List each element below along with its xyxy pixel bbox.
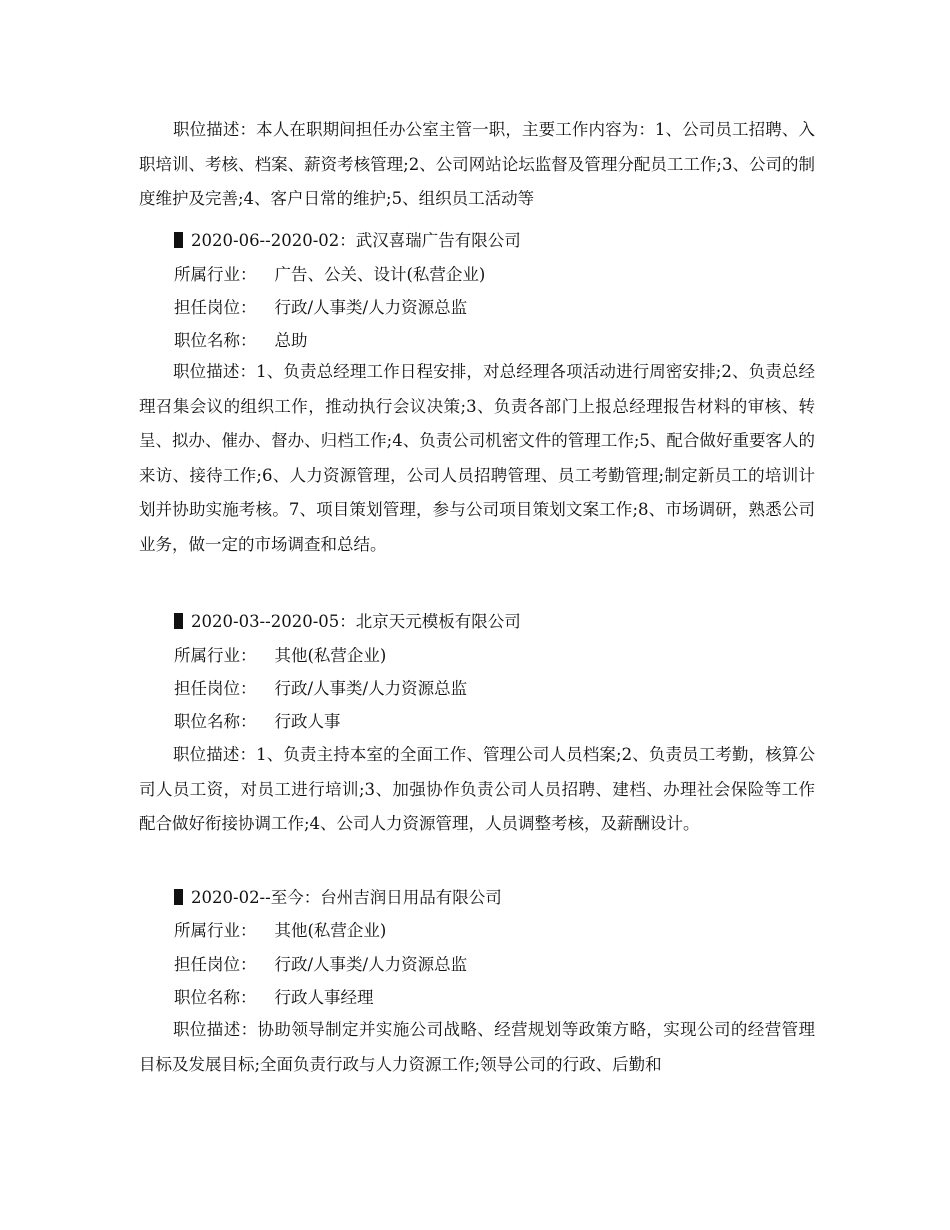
title-label: 职位名称：: [174, 331, 257, 350]
industry-value: 广告、公关、设计(私营企业): [274, 265, 486, 284]
job-heading-text: 2020-06--2020-02：武汉喜瑞广告有限公司: [191, 231, 521, 250]
bullet-marker-icon: [174, 889, 183, 905]
job-heading-text: 2020-02--至今：台州吉润日用品有限公司: [191, 888, 502, 907]
post-row: [174, 948, 467, 983]
post-label: 担任岗位：: [174, 298, 257, 317]
industry-row: [174, 914, 386, 949]
post-label: 担任岗位：: [174, 955, 257, 974]
industry-label: 所属行业：: [174, 921, 257, 940]
title-label: 职位名称：: [174, 988, 257, 1007]
bullet-marker-icon: [174, 613, 183, 629]
industry-label: 所属行业：: [174, 646, 257, 665]
title-label: 职位名称：: [174, 712, 257, 731]
job-description: 职位描述：1、负责主持本室的全面工作、管理公司人员档案;2、负责员工考勤，核算公司人员工资，对员工进行培训;3、加强协作负责公司人员招聘、建档、办理社会保险等工作配合做好衔接协调工作;4、公司人力资源管理，人员调整考核，及薪酬设计。: [139, 745, 815, 833]
title-value: 总助: [274, 331, 308, 350]
title-row: [174, 981, 374, 1016]
bullet-marker-icon: [174, 232, 183, 248]
job-description: 职位描述：本人在职期间担任办公室主管一职，主要工作内容为：1、公司员工招聘、入职培训、考核、档案、薪资考核管理;2、公司网站论坛监督及管理分配员工工作;3、公司的制度维护及完善;4、客户日常的维护;5、组织员工活动等: [139, 120, 815, 208]
post-row: [174, 291, 467, 326]
job-heading: [174, 224, 521, 259]
post-value: 行政/人事类/人力资源总监: [274, 298, 468, 317]
post-value: 行政/人事类/人力资源总监: [274, 955, 468, 974]
post-value: 行政/人事类/人力资源总监: [274, 679, 468, 698]
job-description: 职位描述：协助领导制定并实施公司战略、经营规划等政策方略，实现公司的经营管理目标及发展目标;全面负责行政与人力资源工作;领导公司的行政、后勤和: [139, 1020, 815, 1074]
job-heading: [174, 605, 521, 640]
industry-label: 所属行业：: [174, 265, 257, 284]
job-description: 职位描述：1、负责总经理工作日程安排，对总经理各项活动进行周密安排;2、负责总经理召集会议的组织工作，推动执行会议决策;3、负责各部门上报总经理报告材料的审核、转呈、拟办、催办、督办、归档工作;4、负责公司机密文件的管理工作;5、配合做好重要客人的来访、接待工作;6、人力资源管理，公司人员招聘管理、员工考勤管理;制定新员工的培训计划并协助实施考核。7、项目策划管理，参与公司项目策划文案工作;8、市场调研，熟悉公司业务，做一定的市场调查和总结。: [139, 362, 815, 554]
industry-row: [174, 639, 386, 674]
industry-row: [174, 258, 485, 293]
post-label: 担任岗位：: [174, 679, 257, 698]
title-row: [174, 705, 341, 740]
title-value: 行政人事: [274, 712, 341, 731]
post-row: [174, 672, 467, 707]
industry-value: 其他(私营企业): [274, 646, 387, 665]
job-heading-text: 2020-03--2020-05：北京天元模板有限公司: [191, 612, 521, 631]
title-row: [174, 324, 308, 359]
title-value: 行政人事经理: [274, 988, 374, 1007]
industry-value: 其他(私营企业): [274, 921, 387, 940]
job-heading: [174, 881, 502, 916]
